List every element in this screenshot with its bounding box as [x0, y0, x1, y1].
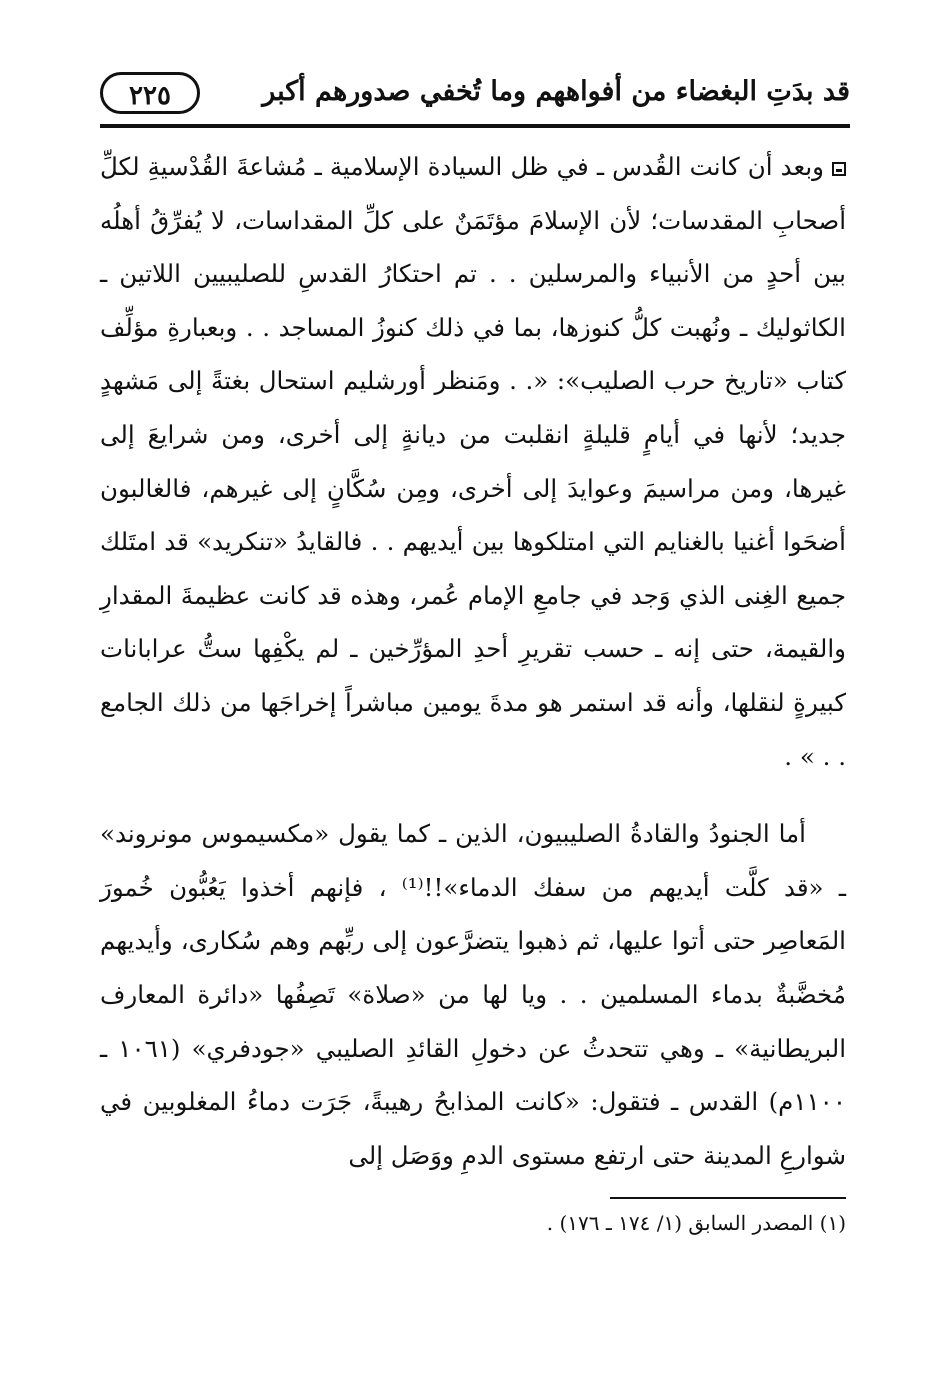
body-text	[100, 140, 846, 1182]
page-header	[100, 72, 850, 124]
running-title: قد بدَتِ البغضاء من أفواههم وما تُخفي صدورهم أكبر	[262, 76, 850, 107]
square-bullet-icon	[832, 162, 846, 176]
paragraph-1-text: وبعد أن كانت القُدس ـ في ظل السيادة الإسلامية ـ مُشاعةَ القُدْسيةِ لكلِّ أصحابِ المقدسات؛ لأن الإسلامَ مؤتَمَنٌ على كلِّ المقداسات، لا يُفرِّقُ أهلُه بين أحدٍ من الأنبياء والمرسلين . . تم احتكارُ القدسِ للصليبيين اللاتين ـ الكاثوليك ـ ونُهبت كلُّ كنوزها، بما في ذلك كنوزُ المساجد . . وبعبارةِ مؤلِّف كتاب «تاريخ حرب الصليب»: «. . ومَنظر أورشليم استحال بغتةً إلى مَشهدٍ جديد؛ لأنها في أيامٍ قليلةٍ انقلبت من ديانةٍ إلى أخرى، ومن شرايعَ إلى غيرها، ومن مراسيمَ وعوايدَ إلى أخرى، ومِن سُكَّانٍ إلى غيرهم، فالغالبون أضحَوا أغنيا بالغنايم التي امتلكوها بين أيديهم . . فالقايدُ «تنكريد» قد امتَلك جميع الغِنى الذي وَجد في جامعِ الإمام عُمر، وهذه قد كانت عظيمةَ المقدارِ والقيمة، حتى إنه ـ حسب تقريرِ أحدِ المؤرِّخين ـ لم يكْفِها ستُّ عرابانات كبيرةٍ لنقلها، وأنه قد استمر هو مدةَ يومين مباشراً إخراجَها من ذلك الجامع . . » .	[100, 152, 846, 771]
footnote-rule	[610, 1197, 846, 1199]
paragraph-2: أما الجنودُ والقادةُ الصليبيون، الذين ـ كما يقول «مكسيموس مونروند» ـ «قد كلَّت أيديهم من سفك الدماء»!!⁽¹⁾ ، فإنهم أخذوا يَعُبُّون خُمورَ المَعاصِر حتى أتوا عليها، ثم ذهبوا يتضرَّعون إلى ربِّهم وهم سُكارى، وأيديهم مُخضَّبةٌ بدماء المسلمين . . ويا لها من «صلاة» تَصِفُها «دائرة المعارف البريطانية» ـ وهي تتحدثُ عن دخولِ القائدِ الصليبي «جودفري» (١٠٦١ ـ ١١٠٠م) القدس ـ فتقول: «كانت المذابحُ رهيبةً، جَرَت دماءُ المغلوبين في شوارعِ المدينة حتى ارتفع مستوى الدمِ ووَصَل إلى	[100, 819, 847, 1170]
paragraph-1	[100, 140, 846, 783]
header-rule	[100, 124, 850, 128]
page-number: ٢٢٥	[100, 72, 200, 114]
footnote: (١) المصدر السابق (١/ ١٧٤ ـ ١٧٦) .	[546, 1211, 846, 1235]
